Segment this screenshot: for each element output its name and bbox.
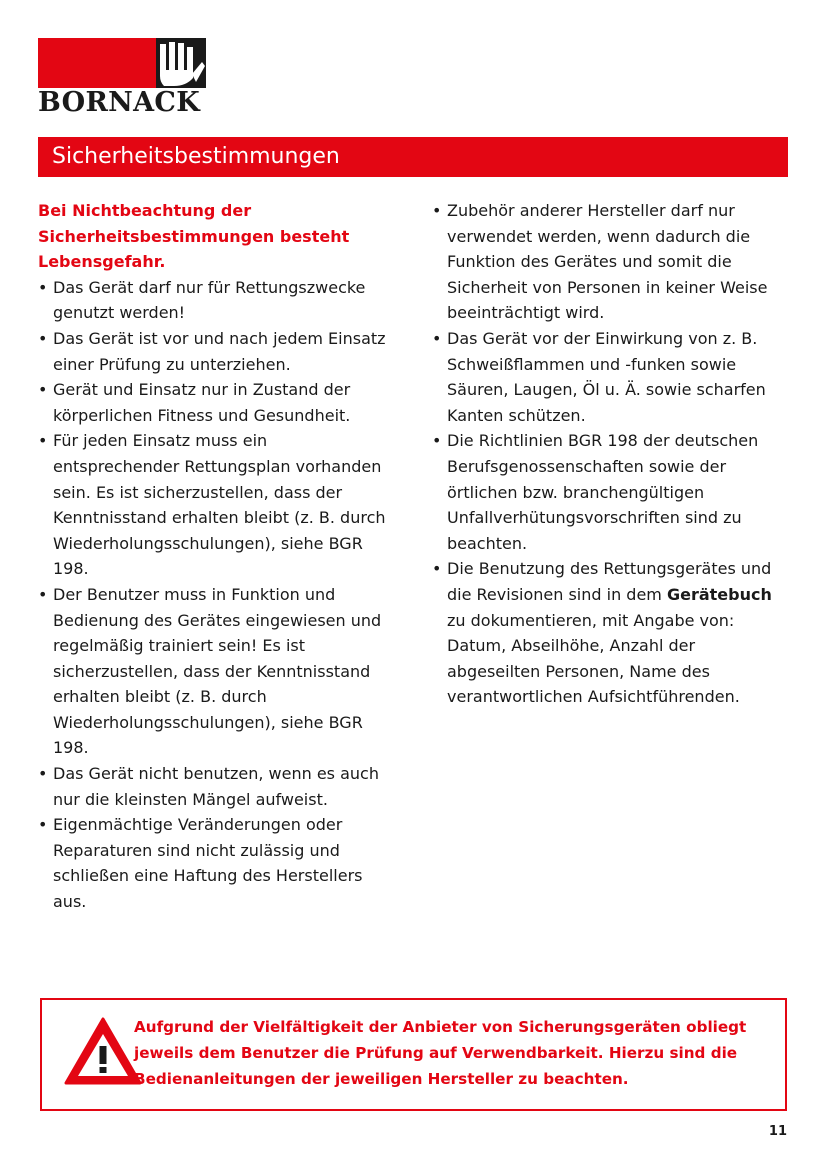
list-item-text-before: Die Benutzung des Rettungsgerätes und die Revisionen sind in dem (447, 559, 772, 604)
right-safety-list (432, 198, 792, 710)
page-number: 11 (768, 1124, 787, 1139)
list-item (38, 326, 398, 377)
list-item-text: Das Gerät vor der Einwirkung von z. B. Schweißflammen und -funken sowie Säuren, Laugen, Öl u. Ä. sowie scharfen Kanten schützen. (447, 328, 766, 425)
logo-hand-block (156, 38, 206, 88)
list-item-text: Das Gerät ist vor und nach jedem Einsatz einer Prüfung zu unterziehen. (53, 328, 386, 374)
list-item (38, 275, 398, 326)
list-item (38, 761, 398, 812)
section-header-bar (38, 137, 788, 177)
list-item-text: Eigenmächtige Veränderungen oder Reparaturen sind nicht zulässig und schließen eine Haftung des Herstellers aus. (53, 815, 363, 912)
bullet: • (38, 815, 48, 835)
list-item (38, 582, 398, 761)
warning-triangle-icon (64, 1016, 142, 1086)
list-item-text-after: zu dokumentieren, mit Angabe von: Datum, Abseilhöhe, Anzahl der abgeseilten Personen, Name des verantwortlichen Aufsichtführenden. (447, 610, 740, 707)
list-item-text: Das Gerät nicht benutzen, wenn es auch nur die kleinsten Mängel aufweist. (53, 764, 379, 809)
bullet: • (38, 277, 48, 297)
warning-text: Aufgrund der Vielfältigkeit der Anbieter von Sicherungsgeräten obliegt jeweils dem Benutzer die Prüfung auf Verwendbarkeit. Hierzu sind die Bedienanleitungen der jeweiligen Hersteller zu beachten. (134, 1018, 747, 1088)
bornack-logo (38, 38, 206, 118)
right-column (432, 198, 792, 710)
list-item-text: Das Gerät darf nur für Rettungszwecke genutzt werden! (53, 277, 366, 323)
list-item (38, 428, 398, 582)
bullet: • (432, 559, 442, 579)
bullet: • (38, 380, 48, 400)
list-item-text: Die Richtlinien BGR 198 der deutschen Berufsgenossenschaften sowie der örtlichen bzw. branchengültigen Unfallverhütungsvorschriften sind zu beachten. (447, 431, 759, 553)
list-item-text: Zubehör anderer Hersteller darf nur verwendet werden, wenn dadurch die Funktion des Gerätes und somit die Sicherheit von Personen in keiner Weise beeinträchtigt wird. (447, 201, 768, 323)
list-item (38, 377, 398, 428)
bullet: • (38, 328, 48, 348)
bullet: • (432, 328, 442, 348)
list-item-text: Für jeden Einsatz muss ein entsprechender Rettungsplan vorhanden sein. Es ist sicherzustellen, dass der Kenntnisstand erhalten bleibt (z. B. durch Wiederholungsschulungen), siehe BGR 198. (53, 431, 386, 579)
list-item (432, 428, 792, 556)
left-safety-list (38, 275, 398, 915)
list-item (38, 812, 398, 914)
warning-box (40, 998, 787, 1111)
section-title: Sicherheitsbestimmungen (52, 144, 340, 169)
bullet: • (38, 584, 48, 604)
bullet: • (432, 201, 442, 220)
list-item-text: Gerät und Einsatz nur in Zustand der körperlichen Fitness und Gesundheit. (53, 380, 351, 425)
bullet: • (38, 764, 48, 784)
bullet: • (432, 431, 442, 451)
left-column (38, 198, 398, 915)
geratebuch-term: Gerätebuch (666, 584, 772, 604)
bullet: • (38, 431, 48, 451)
logo-red-block (38, 38, 156, 88)
list-item-text: Der Benutzer muss in Funktion und Bedienung des Gerätes eingewiesen und regelmäßig trainiert sein! Es ist sicherzustellen, dass der Kenntnisstand erhalten bleibt (z. B. durch Wiederholungsschulungen), siehe BGR 198. (53, 584, 382, 758)
hand-icon (156, 38, 206, 88)
logo-wordmark: BORNACK (38, 87, 200, 118)
list-item (432, 198, 792, 326)
list-item (432, 556, 792, 710)
intro-warning-text: Bei Nichtbeachtung der Sicherheitsbestimmungen besteht Lebensgefahr. (38, 201, 350, 272)
list-item (432, 326, 792, 428)
